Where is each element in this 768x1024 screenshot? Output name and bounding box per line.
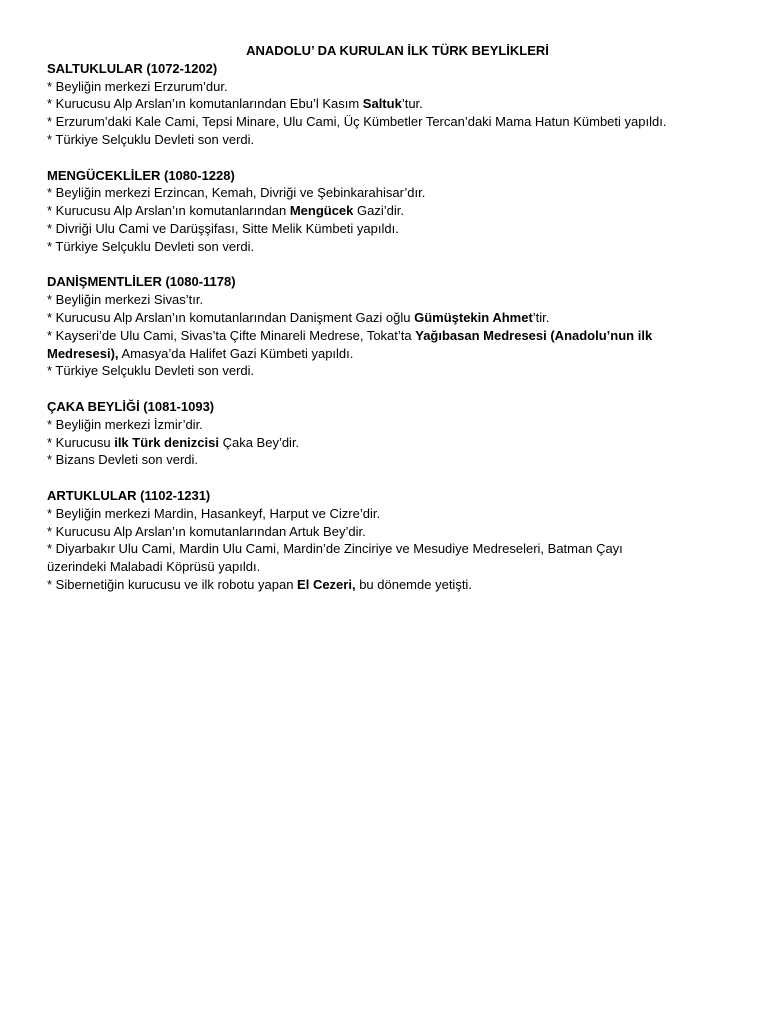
- text-segment: * Türkiye Selçuklu Devleti son verdi.: [47, 131, 255, 147]
- text-segment: * Beyliğin merkezi İzmir’dir.: [47, 416, 203, 432]
- text-segment: * Erzurum’daki Kale Cami, Tepsi Minare, Ulu Cami, Üç Kümbetler Tercan’daki Mama Hatun Kümbeti yapıldı.: [47, 114, 667, 130]
- section-1: [47, 167, 728, 256]
- emphasized-text: Yağıbasan Medresesi (Anadolu’nun ilk: [415, 327, 653, 343]
- bullet-line: [47, 220, 728, 238]
- bullet-line: [47, 95, 728, 113]
- section-0: [47, 60, 728, 149]
- bullet-line: [47, 345, 728, 363]
- text-segment: * Kayseri’de Ulu Cami, Sivas’ta Çifte Minareli Medrese, Tokat’ta: [47, 327, 416, 343]
- text-segment: ’tir.: [532, 309, 550, 325]
- bullet-line: [47, 291, 728, 309]
- bullet-line: [47, 309, 728, 327]
- text-segment: * Bizans Devleti son verdi.: [47, 452, 199, 468]
- text-segment: Amasya’da Halifet Gazi Kümbeti yapıldı.: [118, 345, 354, 361]
- section-3: [47, 398, 728, 469]
- text-segment: Çaka Bey’dir.: [218, 434, 300, 450]
- bullet-line: [47, 558, 728, 576]
- emphasized-text: Gümüştekin Ahmet: [414, 309, 533, 325]
- emphasized-text: Mengücek: [289, 203, 354, 219]
- bullet-line: [47, 113, 728, 131]
- bullet-line: [47, 202, 728, 220]
- text-segment: ’tur.: [401, 96, 423, 112]
- text-segment: * Sibernetiğin kurucusu ve ilk robotu yapan: [47, 576, 298, 592]
- text-segment: * Beyliğin merkezi Sivas’tır.: [47, 292, 204, 308]
- text-segment: * Beyliğin merkezi Erzincan, Kemah, Divriği ve Şebinkarahisar’dır.: [47, 185, 426, 201]
- bullet-line: [47, 451, 728, 469]
- bullet-line: [47, 576, 728, 594]
- section-2: [47, 273, 728, 380]
- section-heading: ARTUKLULAR (1102-1231): [47, 487, 211, 503]
- text-segment: * Türkiye Selçuklu Devleti son verdi.: [47, 363, 255, 379]
- text-segment: * Divriği Ulu Cami ve Darüşşifası, Sitte Melik Kümbeti yapıldı.: [47, 220, 399, 236]
- section-heading: ÇAKA BEYLİĞİ (1081-1093): [47, 398, 215, 414]
- emphasized-text: Medresesi),: [47, 345, 119, 361]
- text-segment: bu dönemde yetişti.: [355, 576, 472, 592]
- section-heading: SALTUKLULAR (1072-1202): [47, 60, 218, 76]
- section-4: [47, 487, 728, 594]
- text-segment: üzerindeki Malabadi Köprüsü yapıldı.: [47, 559, 261, 575]
- document-title: ANADOLU’ DA KURULAN İLK TÜRK BEYLİKLERİ: [246, 43, 549, 58]
- bullet-line: [47, 416, 728, 434]
- text-segment: * Kurucusu: [47, 434, 115, 450]
- bullet-line: [47, 362, 728, 380]
- bullet-line: [47, 238, 728, 256]
- bullet-line: [47, 434, 728, 452]
- text-segment: * Beyliğin merkezi Mardin, Hasankeyf, Harput ve Cizre’dir.: [47, 505, 381, 521]
- emphasized-text: Saltuk: [362, 96, 402, 112]
- bullet-line: [47, 184, 728, 202]
- text-segment: * Kurucusu Alp Arslan’ın komutanlarından: [47, 203, 290, 219]
- section-heading: DANİŞMENTLİLER (1080-1178): [47, 274, 236, 290]
- text-segment: * Kurucusu Alp Arslan’ın komutanlarından Artuk Bey’dir.: [47, 523, 366, 539]
- bullet-line: [47, 78, 728, 96]
- emphasized-text: ilk Türk denizcisi: [114, 434, 219, 450]
- document-body: [47, 60, 728, 594]
- bullet-line: [47, 523, 728, 541]
- section-heading: MENGÜCEKLİLER (1080-1228): [47, 167, 235, 183]
- bullet-line: [47, 540, 728, 558]
- bullet-line: [47, 327, 728, 345]
- text-segment: Gazi’dir.: [353, 203, 404, 219]
- text-segment: * Kurucusu Alp Arslan’ın komutanlarından Ebu’l Kasım: [47, 96, 363, 112]
- text-segment: * Kurucusu Alp Arslan’ın komutanlarından Danişment Gazi oğlu: [47, 309, 415, 325]
- emphasized-text: El Cezeri,: [297, 576, 356, 592]
- bullet-line: [47, 505, 728, 523]
- text-segment: * Diyarbakır Ulu Cami, Mardin Ulu Cami, Mardin’de Zinciriye ve Mesudiye Medreseleri, Batman Çayı: [47, 541, 623, 557]
- text-segment: * Türkiye Selçuklu Devleti son verdi.: [47, 238, 255, 254]
- bullet-line: [47, 131, 728, 149]
- text-segment: * Beyliğin merkezi Erzurum’dur.: [47, 78, 228, 94]
